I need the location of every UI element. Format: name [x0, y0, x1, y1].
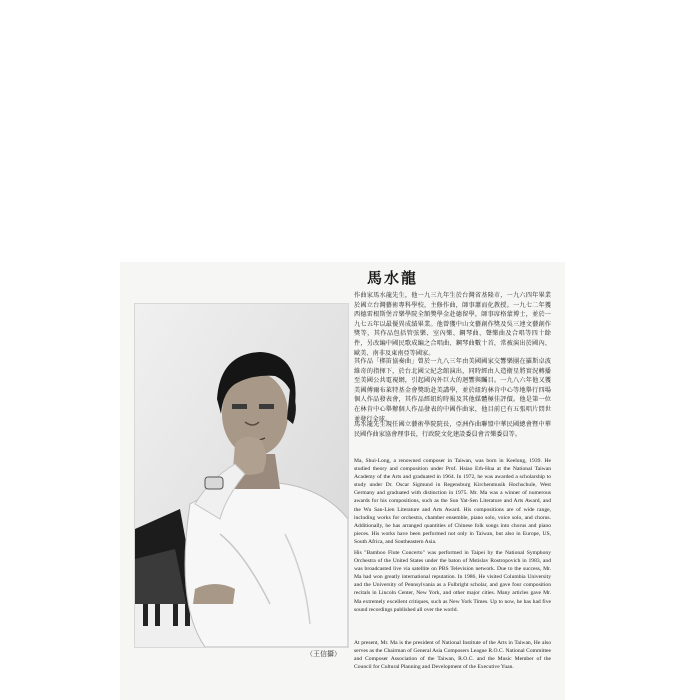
portrait-photo — [134, 303, 349, 648]
chinese-paragraph: 作曲家馬水龍先生，他一九三九年生於台灣省基隆市，一九六四年畢業於國立台灣藝術專科學校，主修作曲，師事蕭而化教授。一九七二年獲西德雷根斯堡音樂學院全額獎學金赴德留學，師事席格蒙博士，並於一九七五年以最優異成績畢業。他曾獲中山文藝創作獎及吳三連文藝創作獎等，其作品包括管弦樂、室內樂、鋼琴曲、聲樂曲及合唱等四十餘件，另改編中國民歌成編之合唱曲、鋼琴曲數十首，常被演出於國內、歐美、南非及東南亞等國家。 — [354, 292, 551, 357]
photo-credit: （王信攝） — [306, 650, 341, 658]
composer-name-title: 馬水龍 — [367, 269, 419, 287]
english-paragraph: At present, Mr. Ma is the president of National Institute of the Arts in Taiwan, He also serves as the Chairman of General Asia Composers League R.O.C. National Committee and Composer Association of the Taiwan, R.O.C. and the Music Member of the Council for Cultural Planning and Development of the Executive Yuan. — [354, 640, 551, 671]
chinese-paragraph: 其作品「梆笛協奏曲」曾於一九八三年由美國國家交響樂團在羅斯卓波維奇的指揮下，於台北國父紀念館演出，同時經由人造衛星將實況轉播至美國公共電視網，引起國內外巨大的迴響與矚目。一九八六年他又獲美國傅爾布萊特基金會獎助赴美講學，並於紐約林肯中心等地舉行四場個人作品發表會，其作品經紐約時報及其他媒體極佳評價。他是第一位在林肯中心舉辦個人作品發表的中國作曲家，他目前已有五張唱片問世並發行全球。 — [354, 358, 551, 423]
english-paragraph: His "Bamboo Flute Concerto" was performed in Taipei by the National Symphony Orchestra of the United States under the baton of Mstislav Rostropovich in 1983, and was broadcasted live via satellite on PBS Television network. Due to the success, Mr. Ma had won greatly international reputation. In 1986, He visited Columbia University and the University of Pennsylvania as a Fulbright scholar, and gave four composition recitals in Lincoln Center, New York, and other major cities. Many articles gave Mr. Ma extremely excellent critiques, such as New York Times. Up to now, he has had five sound recordings published all over the world. — [354, 550, 551, 613]
chinese-paragraph: 馬水龍先生現任國立藝術學院院長，亞洲作曲聯盟中華民國總會暨中華民國作曲家協會理事長，行政院文化建設委員會音樂委員等。 — [354, 421, 551, 438]
english-paragraph: Ma, Shui-Long, a renowned composer in Taiwan, was born in Keelung, 1939. He studied theory and composition under Prof. Hsiao Erh-Hua at the National Taiwan Academy of the Arts and graduated in 1964. In 1972, he was awarded a scholarship to study under Dr. Oscar Sigmund in Regensburg Kirchenmusik Hochschule, West Germany and graduated with distinction in 1975. Mr. Ma was a winner of numerous awards for his compositions, such as the Sun Yat-Sen Literature and Arts Award, and the Wu San-Lien Literature and Arts Award. His compositions are of wide range, including works for orchestra, chamber ensemble, piano solo, voice solo, and chorus. Additionally, he has arranged quantities of Chinese folk songs into chorus and piano pieces. His works have been performed not only in Taiwan, but also in Europe, US, South Africa, and Southeastern Asia. — [354, 458, 551, 545]
